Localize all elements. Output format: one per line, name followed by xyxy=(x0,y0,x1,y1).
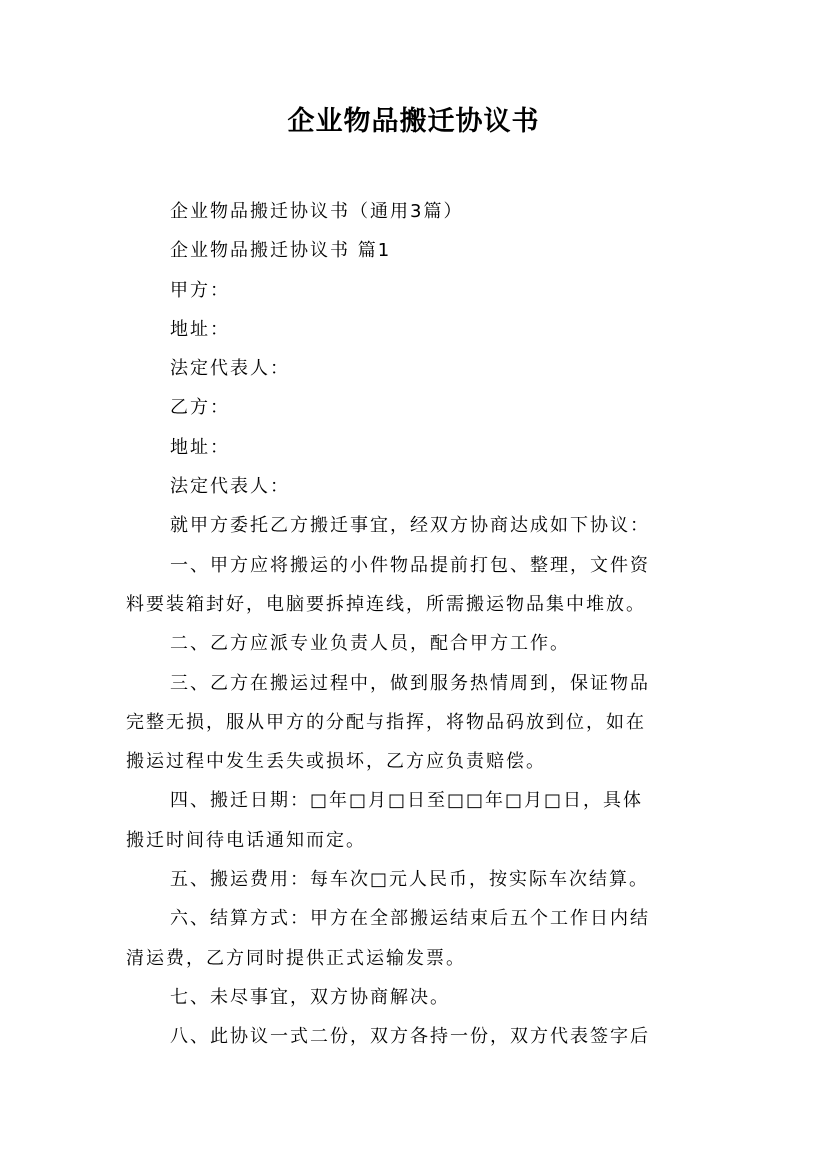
document-subtitle: 企业物品搬迁协议书（通用3篇） xyxy=(170,201,464,222)
clause-6-line-1: 六、结算方式：甲方在全部搬运结束后五个工作日内结 xyxy=(170,908,650,930)
clause-3-line-1: 三、乙方在搬运过程中，做到服务热情周到，保证物品 xyxy=(170,672,650,694)
party-b-representative: 法定代表人： xyxy=(170,476,290,498)
clause-8 xyxy=(126,1017,716,1056)
clause-8-line-1: 八、此协议一式二份，双方各持一份，双方代表签字后 xyxy=(170,1026,650,1048)
party-a-address: 地址： xyxy=(170,318,230,340)
document-body xyxy=(126,192,716,1057)
clause-4-continued xyxy=(126,821,716,860)
clause-1-continued xyxy=(126,585,716,624)
clause-1-line-1: 一、甲方应将搬运的小件物品提前打包、整理，文件资 xyxy=(170,554,650,576)
clause-4-line-2: 搬迁时间待电话通知而定。 xyxy=(126,829,366,851)
clause-4 xyxy=(126,781,716,820)
clause-3-continued xyxy=(126,703,716,782)
party-b-label: 乙方： xyxy=(170,397,230,419)
clause-7: 七、未尽事宜，双方协商解决。 xyxy=(170,986,450,1008)
section-heading: 企业物品搬迁协议书 篇1 xyxy=(170,240,392,262)
party-a-representative: 法定代表人： xyxy=(170,358,290,380)
clause-3-line-2: 完整无损，服从甲方的分配与指挥，将物品码放到位，如在 xyxy=(126,711,646,733)
clause-3 xyxy=(126,664,716,703)
clause-4-line-1: 四、搬迁日期：□年□月□日至□□年□月□日，具体 xyxy=(170,790,644,812)
party-a-label: 甲方： xyxy=(170,279,230,301)
document-title: 企业物品搬迁协议书 xyxy=(287,106,540,137)
clause-1 xyxy=(126,546,716,585)
clause-6-line-2: 清运费，乙方同时提供正式运输发票。 xyxy=(126,947,466,969)
clause-2: 二、乙方应派专业负责人员，配合甲方工作。 xyxy=(170,633,570,655)
clause-3-line-3: 搬运过程中发生丢失或损坏，乙方应负责赔偿。 xyxy=(126,751,546,773)
agreement-intro: 就甲方委托乙方搬迁事宜，经双方协商达成如下协议： xyxy=(170,515,650,537)
party-b-address: 地址： xyxy=(170,436,230,458)
clause-6-continued xyxy=(126,939,716,978)
clause-5: 五、搬运费用：每车次□元人民币，按实际车次结算。 xyxy=(170,869,650,891)
clause-6 xyxy=(126,899,716,938)
clause-1-line-2: 料要装箱封好，电脑要拆掉连线，所需搬运物品集中堆放。 xyxy=(126,593,646,615)
